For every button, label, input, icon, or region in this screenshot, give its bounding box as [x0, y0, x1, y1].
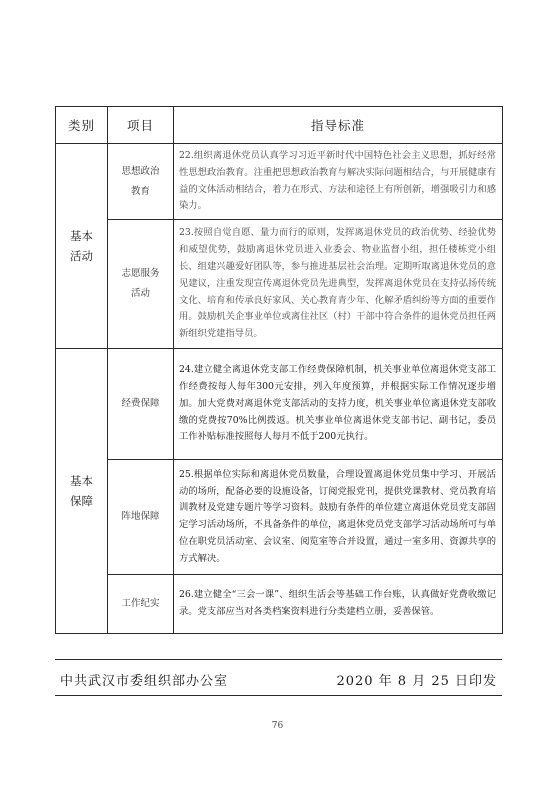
item-venue-guarantee	[108, 460, 174, 575]
table-row	[56, 349, 503, 460]
table-row	[56, 220, 503, 349]
item-funding-guarantee	[108, 349, 174, 460]
item-work-record	[108, 575, 174, 634]
guideline-table	[55, 106, 503, 634]
table-row	[56, 144, 503, 220]
header-standard: 指导标准	[174, 107, 503, 144]
standard-25: 25.根据单位实际和离退休党员数量，合理设置离退休党员集中学习、开展活动的场所，配备必要的设施设备，订阅党报党刊，提供党课教材、党员教育培训教材及党建专题片等学习资料。鼓励有条件的单位建立离退休党员党支部固定学习活动场所，不具备条件的单位，离退休党员党支部学习活动场所可与单位在职党员活动室、会议室、阅览室等合并设置，通过一室多用、资源共享的方式解决。	[174, 460, 503, 575]
issue-date: 2020 年 8 月 25 日印发	[336, 674, 497, 689]
standard-26: 26.建立健全“三会一课”、组织生活会等基础工作台账，认真做好党费收缴记录。党支部应当对各类档案资料进行分类建档立册，妥善保管。	[174, 575, 503, 634]
table-header-row	[56, 107, 503, 144]
item-ideological-education	[108, 144, 174, 220]
standard-24: 24.建立健全离退休党支部工作经费保障机制，机关事业单位离退休党支部工作经费按每人每年300元安排，列入年度预算，并根据实际工作情况逐步增加。加大党费对离退休党支部活动的支持力度，机关事业单位离退休党支部收缴的党费按70%比例拨返。机关事业单位离退休党支部书记、副书记，委员工作补贴标准按照每人每月不低于200元执行。	[174, 349, 503, 460]
item-label: 志愿服务 活动	[121, 268, 160, 300]
header-item: 项目	[108, 107, 174, 144]
category-label: 基本 活动	[70, 229, 93, 264]
item-volunteer-service	[108, 220, 174, 349]
footer-top-rule	[55, 659, 502, 660]
category-basic-activities	[56, 144, 108, 349]
issuer-name: 中共武汉市委组织部办公室	[60, 674, 229, 689]
page-number: 76	[271, 721, 284, 731]
table-row	[56, 575, 503, 634]
item-label: 工作纪实	[121, 598, 160, 610]
item-label: 经费保障	[121, 398, 160, 410]
standard-23: 23.按照自觉自愿、量力而行的原则，发挥离退休党员的政治优势、经验优势和威望优势，鼓励离退休党员进入业委会、物业监督小组，担任楼栋党小组长、组建兴趣爱好团队等，参与推进基层社会治理。定期听取离退休党员的意见建议，注重发现宣传离退休党员先进典型，发挥离退休党员在支持弘扬传统文化、培育和传承良好家风、关心教育青少年、化解矛盾纠纷等方面的重要作用。鼓励机关企事业单位或离住社区（村）干部中符合条件的退休党员担任两新组织党建指导员。	[174, 220, 503, 349]
category-basic-guarantee	[56, 349, 108, 634]
standard-22: 22.组织离退休党员认真学习习近平新时代中国特色社会主义思想，抓好经常性思想政治教育。注重把思想政治教育与解决实际问题相结合，与开展健康有益的文体活动相结合，着力在形式、方法和途径上有所创新，增强吸引力和感染力。	[174, 144, 503, 220]
table-row	[56, 460, 503, 575]
item-label: 思想政治 教育	[121, 165, 160, 197]
header-category: 类别	[56, 107, 108, 144]
category-label: 基本 保障	[70, 474, 93, 509]
footer-bottom-rule	[55, 695, 502, 696]
item-label: 阵地保障	[121, 511, 160, 523]
